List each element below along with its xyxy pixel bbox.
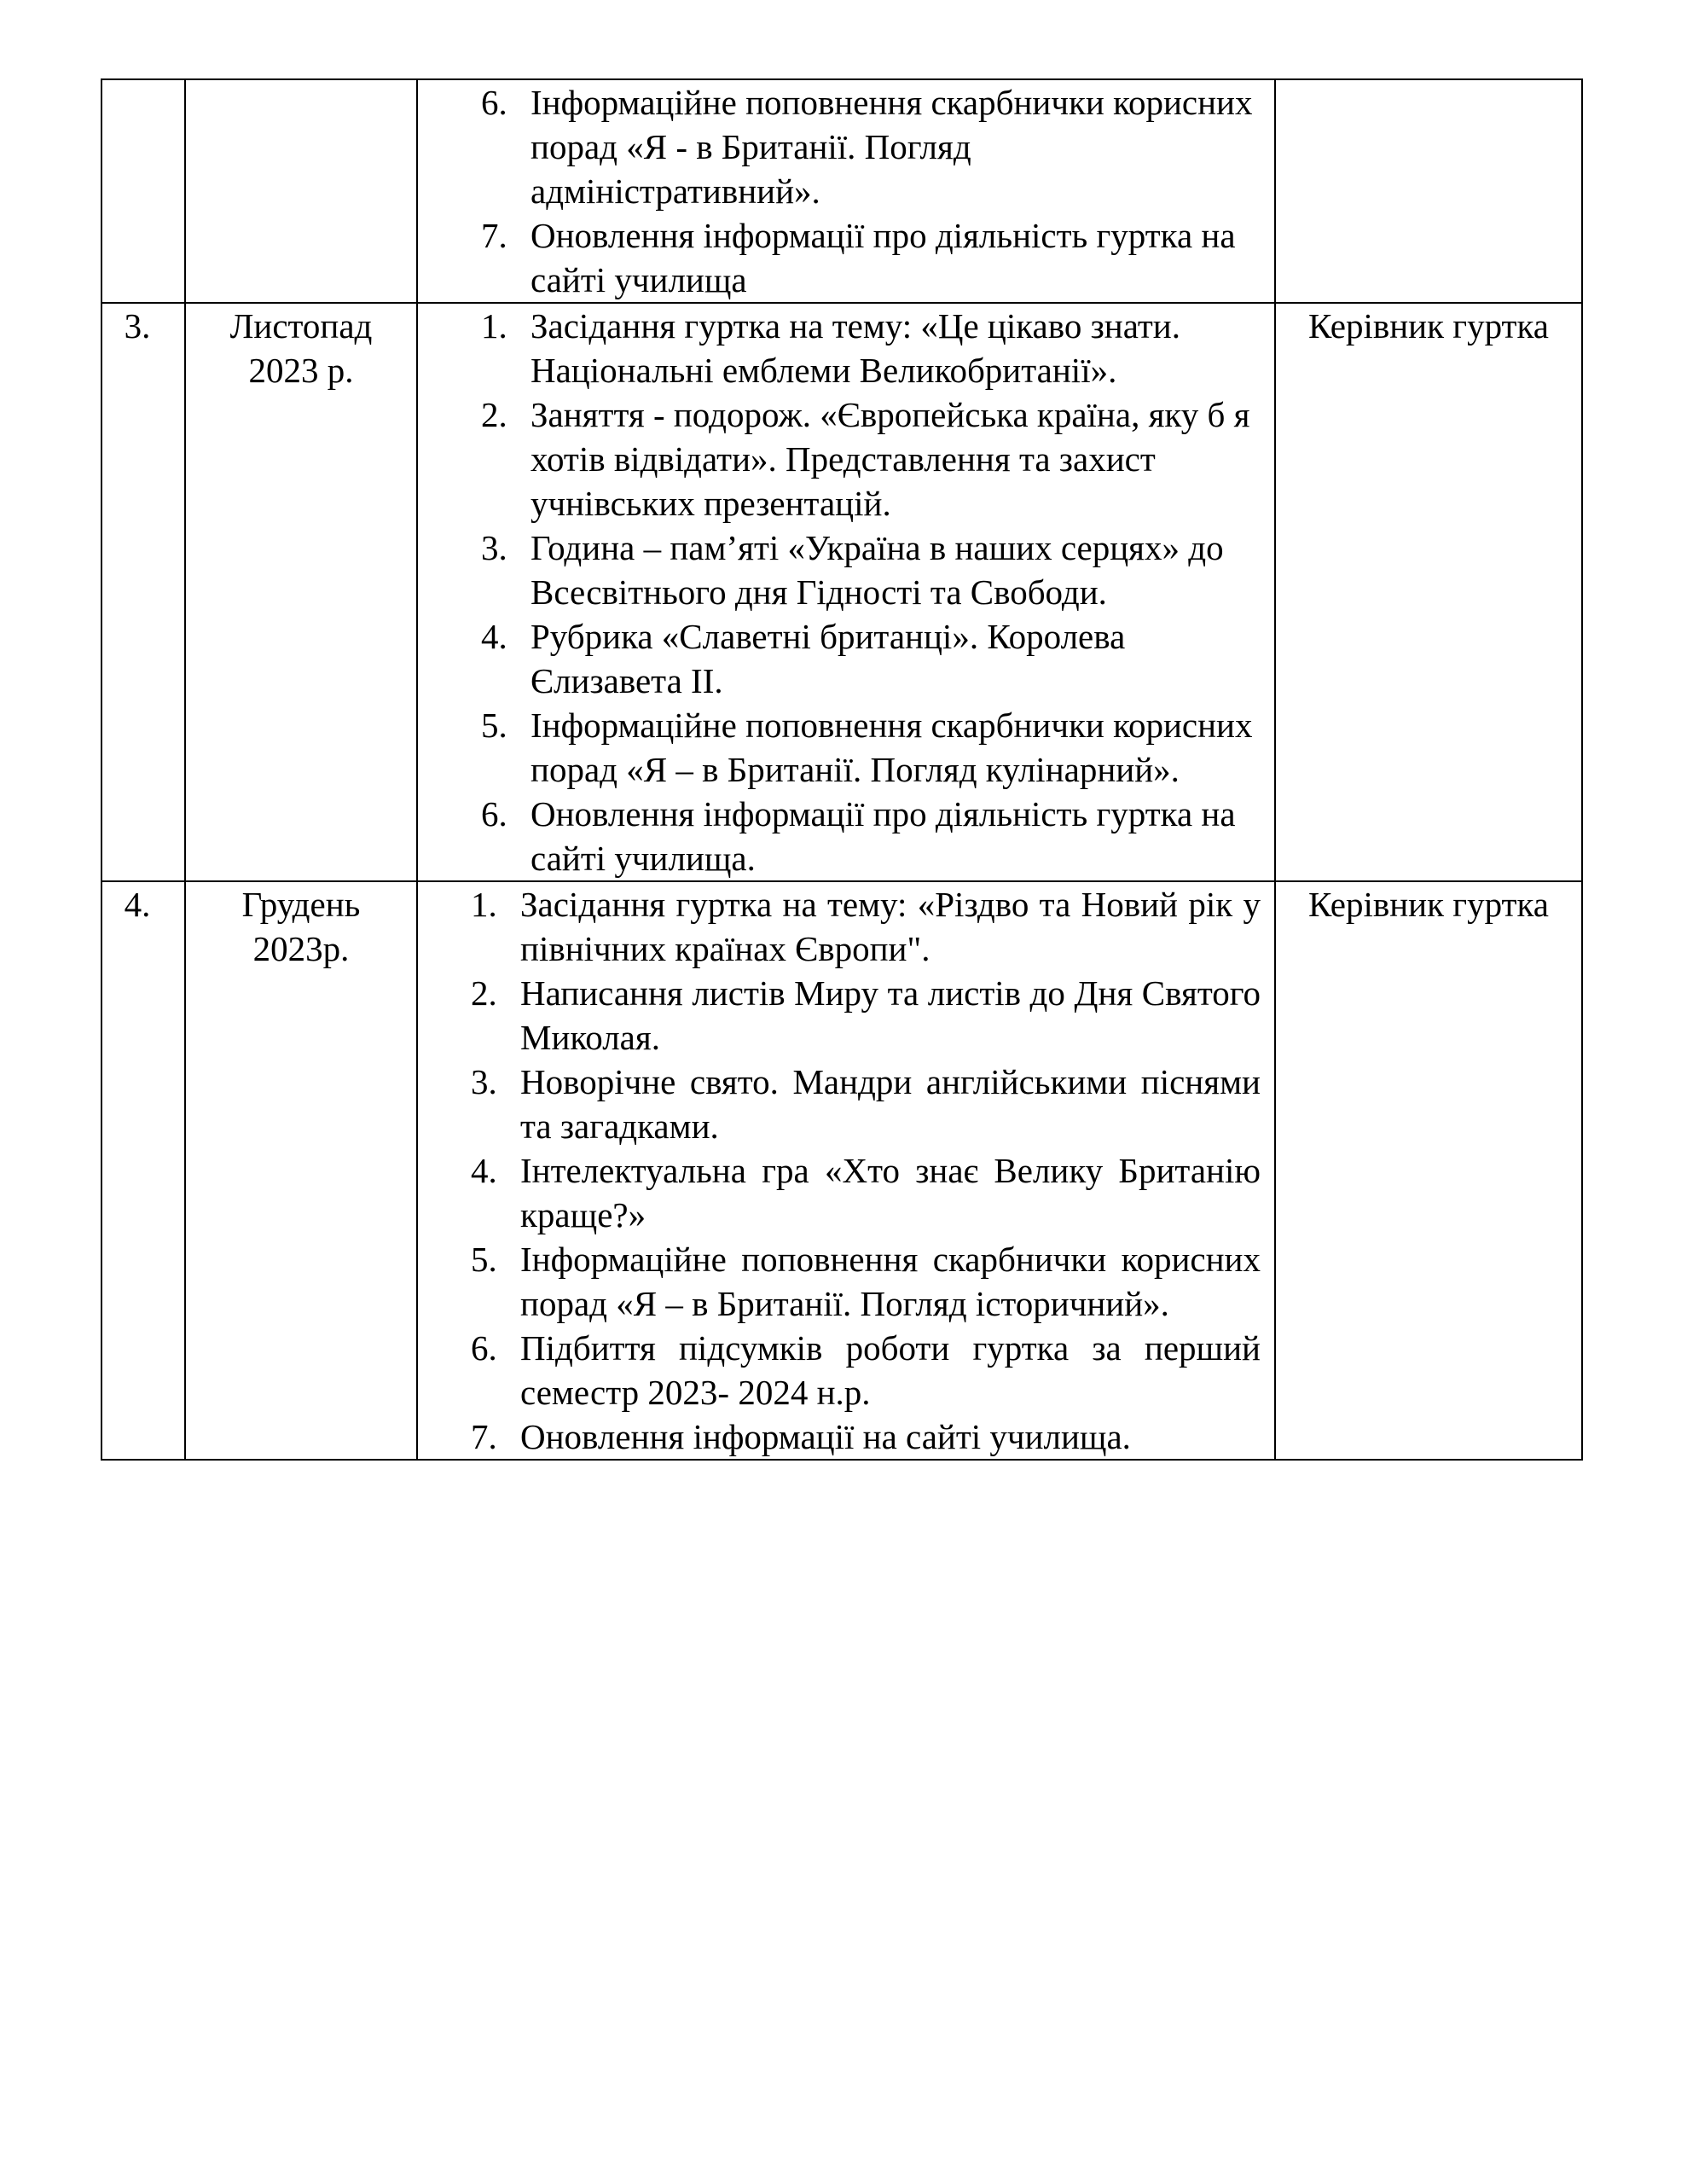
activity-list	[418, 882, 1274, 1459]
item-number: 6.	[481, 794, 507, 834]
item-text: Інформаційне поповнення скарбнички корисних порад «Я - в Британії. Погляд адміністративний».	[530, 83, 1253, 211]
row-number: 3.	[101, 303, 185, 881]
item-number: 6.	[481, 83, 507, 122]
list-item	[418, 703, 1274, 792]
list-item	[418, 392, 1274, 526]
item-text: Засідання гуртка на тему: «Це цікаво знати. Національні емблеми Великобританії».	[530, 306, 1180, 390]
list-item	[418, 882, 1274, 971]
item-text: Інформаційне поповнення скарбнички корисних порад «Я – в Британії. Погляд історичний».	[520, 1240, 1261, 1323]
row-responsible	[1275, 79, 1582, 303]
row-date	[185, 303, 417, 881]
table-row	[101, 79, 1582, 303]
list-item	[418, 614, 1274, 703]
row-date	[185, 881, 417, 1460]
item-number: 7.	[481, 216, 507, 255]
item-number: 7.	[471, 1417, 497, 1456]
item-text: Оновлення інформації на сайті училища.	[520, 1417, 1131, 1456]
activity-plan-table	[101, 78, 1583, 1461]
date-month: Листопад	[229, 306, 373, 346]
item-number: 4.	[471, 1151, 497, 1190]
item-number: 3.	[481, 528, 507, 567]
item-number: 1.	[471, 885, 497, 924]
item-text: Інформаційне поповнення скарбнички корисних порад «Я – в Британії. Погляд кулінарний».	[530, 706, 1253, 789]
list-item	[418, 80, 1274, 213]
item-number: 1.	[481, 306, 507, 346]
item-number: 2.	[471, 973, 497, 1013]
item-text: Заняття - подорож. «Європейська країна, яку б я хотів відвідати». Представлення та захист учнівських презентацій.	[530, 395, 1250, 523]
list-item	[418, 526, 1274, 614]
date-year: 2023 р.	[248, 351, 354, 390]
row-activities	[417, 79, 1275, 303]
activity-list	[418, 80, 1274, 302]
row-activities	[417, 881, 1275, 1460]
row-activities	[417, 303, 1275, 881]
list-item	[418, 1414, 1274, 1459]
list-item	[418, 792, 1274, 880]
row-responsible: Керівник гуртка	[1275, 303, 1582, 881]
item-number: 2.	[481, 395, 507, 434]
date-year: 2023р.	[252, 929, 350, 968]
item-text: Новорічне свято. Мандри англійськими піснями та загадками.	[520, 1062, 1261, 1146]
item-text: Година – пам’яті «Україна в наших серцях» до Всесвітнього дня Гідності та Свободи.	[530, 528, 1224, 612]
item-text: Підбиття підсумків роботи гуртка за перший семестр 2023- 2024 н.р.	[520, 1328, 1261, 1412]
item-number: 6.	[471, 1328, 497, 1368]
list-item	[418, 304, 1274, 392]
item-text: Рубрика «Славетні британці». Королева Єлизавета ІІ.	[530, 617, 1126, 700]
list-item	[418, 971, 1274, 1060]
item-text: Написання листів Миру та листів до Дня Святого Миколая.	[520, 973, 1261, 1057]
row-number: 4.	[101, 881, 185, 1460]
list-item	[418, 1060, 1274, 1148]
list-item	[418, 1148, 1274, 1237]
item-number: 5.	[471, 1240, 497, 1279]
table-row	[101, 881, 1582, 1460]
activity-list	[418, 304, 1274, 880]
item-number: 3.	[471, 1062, 497, 1101]
list-item	[418, 1237, 1274, 1326]
item-text: Оновлення інформації про діяльність гуртка на сайті училища	[530, 216, 1236, 299]
row-number	[101, 79, 185, 303]
table-row	[101, 303, 1582, 881]
row-responsible: Керівник гуртка	[1275, 881, 1582, 1460]
list-item	[418, 213, 1274, 302]
item-text: Засідання гуртка на тему: «Різдво та Новий рік у північних країнах Європи".	[520, 885, 1261, 968]
item-number: 5.	[481, 706, 507, 745]
row-date	[185, 79, 417, 303]
list-item	[418, 1326, 1274, 1414]
item-text: Оновлення інформації про діяльність гуртка на сайті училища.	[530, 794, 1236, 878]
date-month: Грудень	[241, 885, 361, 924]
item-number: 4.	[481, 617, 507, 656]
item-text: Інтелектуальна гра «Хто знає Велику Британію краще?»	[520, 1151, 1261, 1234]
